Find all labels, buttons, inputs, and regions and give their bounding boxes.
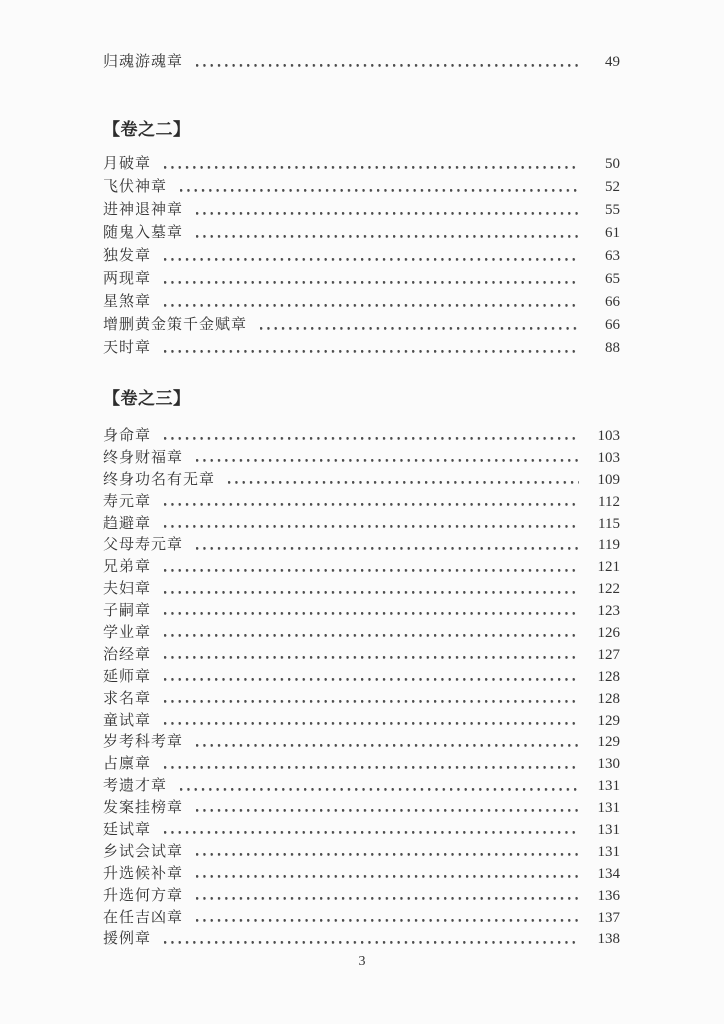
toc-entry	[103, 152, 620, 175]
toc-entry-page: 129	[597, 712, 620, 729]
toc-entry	[103, 862, 620, 884]
toc-section	[103, 388, 620, 949]
toc-entry-page: 131	[597, 843, 620, 860]
toc-entry-page: 121	[597, 559, 620, 576]
toc-entry-page: 137	[597, 909, 620, 926]
dot-leader	[196, 221, 579, 244]
toc-entry-title: 星煞章	[103, 294, 152, 310]
toc-entry-page: 66	[605, 294, 620, 310]
toc-entry-title: 援例章	[103, 931, 152, 948]
toc-entry-page: 134	[597, 865, 620, 882]
dot-leader	[164, 599, 579, 621]
page-number-footer: 3	[358, 954, 366, 969]
dot-leader	[196, 796, 579, 818]
dot-leader	[228, 468, 579, 490]
dot-leader	[164, 244, 579, 267]
toc-entry-title: 发案挂榜章	[103, 800, 184, 817]
toc-entry-title: 寿元章	[103, 493, 152, 510]
toc-entry-page: 61	[605, 225, 620, 241]
toc-entry-page: 55	[605, 202, 620, 218]
toc-entry-title: 延师章	[103, 668, 152, 685]
toc-entry-title: 天时章	[103, 340, 152, 356]
toc-entry-page: 131	[597, 778, 620, 795]
toc-entry-title: 岁考科考章	[103, 734, 184, 751]
toc-entry	[103, 643, 620, 665]
toc-entry-title: 升选候补章	[103, 865, 184, 882]
dot-leader	[164, 687, 579, 709]
toc-entry	[103, 490, 620, 512]
toc-entry	[103, 512, 620, 534]
toc-entry-title: 夫妇章	[103, 581, 152, 598]
toc-entry	[103, 752, 620, 774]
toc-entry-page: 131	[597, 822, 620, 839]
toc-entry	[103, 840, 620, 862]
toc-entry-title: 随鬼入墓章	[103, 225, 184, 241]
dot-leader	[196, 884, 579, 906]
toc-entry-page: 50	[605, 156, 620, 172]
dot-leader	[180, 175, 579, 198]
dot-leader	[164, 818, 579, 840]
dot-leader	[164, 709, 579, 731]
toc-entry	[103, 244, 620, 267]
toc-entry	[103, 884, 620, 906]
toc-entry-title: 在任吉凶章	[103, 909, 184, 926]
toc-entry-title: 童试章	[103, 712, 152, 729]
section-heading: 【卷之二】	[103, 120, 191, 139]
toc-entry	[103, 336, 620, 359]
dot-leader	[164, 290, 579, 313]
toc-entry-title: 考遗才章	[103, 778, 168, 795]
toc-entry-page: 128	[597, 668, 620, 685]
dot-leader	[196, 730, 579, 752]
toc-entry-title: 趋避章	[103, 515, 152, 532]
dot-leader	[180, 774, 579, 796]
toc-entry-page: 128	[597, 690, 620, 707]
dot-leader	[196, 50, 579, 73]
toc-entry	[103, 267, 620, 290]
section-heading: 【卷之三】	[103, 389, 191, 408]
toc-entry	[103, 796, 620, 818]
toc-entry	[103, 927, 620, 949]
toc-entry	[103, 50, 620, 73]
toc-entry-page: 103	[597, 449, 620, 466]
toc-entry	[103, 774, 620, 796]
toc-entry	[103, 533, 620, 555]
toc-entry-title: 两现章	[103, 271, 152, 287]
toc-entry	[103, 906, 620, 928]
toc-entry	[103, 665, 620, 687]
toc-entry	[103, 175, 620, 198]
toc-entry-title: 兄弟章	[103, 559, 152, 576]
toc-entry	[103, 313, 620, 336]
dot-leader	[164, 665, 579, 687]
toc-entry	[103, 687, 620, 709]
toc-entry-page: 115	[598, 515, 620, 532]
dot-leader	[260, 313, 579, 336]
toc-entry-title: 独发章	[103, 248, 152, 264]
dot-leader	[196, 862, 579, 884]
toc-entry-title: 飞伏神章	[103, 179, 168, 195]
toc-entry-title: 乡试会试章	[103, 843, 184, 860]
toc-entry	[103, 446, 620, 468]
toc-entry	[103, 818, 620, 840]
dot-leader	[164, 621, 579, 643]
dot-leader	[164, 490, 579, 512]
toc-entry-title: 增删黄金策千金赋章	[103, 317, 248, 333]
toc-entry-page: 52	[605, 179, 620, 195]
toc-entry-title: 进神退神章	[103, 202, 184, 218]
toc-entry-title: 子嗣章	[103, 603, 152, 620]
toc-entry-title: 占廪章	[103, 756, 152, 773]
toc-entry-page: 65	[605, 271, 620, 287]
toc-entry-page: 88	[605, 340, 620, 356]
toc-entry-title: 廷试章	[103, 822, 152, 839]
toc-entry-page: 131	[597, 800, 620, 817]
toc-section	[103, 50, 620, 73]
toc-entry	[103, 730, 620, 752]
toc-entry-page: 103	[597, 428, 620, 444]
toc-entry	[103, 599, 620, 621]
toc-content	[103, 0, 620, 949]
dot-leader	[196, 906, 579, 928]
toc-entry-page: 126	[597, 625, 620, 642]
toc-entry-title: 身命章	[103, 428, 152, 444]
dot-leader	[196, 533, 579, 555]
toc-entry	[103, 621, 620, 643]
dot-leader	[164, 512, 579, 534]
toc-entry-page: 112	[598, 493, 620, 510]
toc-entry-title: 终身财福章	[103, 449, 184, 466]
dot-leader	[164, 555, 579, 577]
dot-leader	[164, 424, 579, 446]
dot-leader	[196, 446, 579, 468]
toc-entry-page: 138	[597, 931, 620, 948]
dot-leader	[164, 336, 579, 359]
toc-entry-title: 求名章	[103, 690, 152, 707]
toc-entry-page: 66	[605, 317, 620, 333]
toc-entry	[103, 424, 620, 446]
toc-entry	[103, 221, 620, 244]
toc-entry-title: 归魂游魂章	[103, 54, 184, 70]
toc-entry	[103, 577, 620, 599]
dot-leader	[164, 752, 579, 774]
toc-entry	[103, 709, 620, 731]
dot-leader	[164, 643, 579, 665]
toc-entry-title: 月破章	[103, 156, 152, 172]
dot-leader	[164, 267, 579, 290]
toc-entry-page: 49	[605, 54, 620, 70]
toc-entry-page: 130	[597, 756, 620, 773]
toc-entry-page: 136	[597, 887, 620, 904]
toc-entry	[103, 468, 620, 490]
toc-entry-page: 119	[598, 537, 620, 554]
dot-leader	[164, 927, 579, 949]
toc-entry-title: 学业章	[103, 625, 152, 642]
toc-entry-title: 父母寿元章	[103, 537, 184, 554]
dot-leader	[164, 577, 579, 599]
dot-leader	[164, 152, 579, 175]
toc-entry-page: 129	[597, 734, 620, 751]
toc-entry-page: 123	[597, 603, 620, 620]
toc-entry-page: 127	[597, 646, 620, 663]
toc-entry-page: 122	[597, 581, 620, 598]
dot-leader	[196, 840, 579, 862]
dot-leader	[196, 198, 579, 221]
toc-entry	[103, 198, 620, 221]
toc-entry-title: 升选何方章	[103, 887, 184, 904]
toc-entry-page: 63	[605, 248, 620, 264]
toc-entry-page: 109	[597, 471, 620, 488]
toc-entry	[103, 555, 620, 577]
toc-entry-title: 终身功名有无章	[103, 471, 216, 488]
toc-entry	[103, 290, 620, 313]
toc-entry-title: 治经章	[103, 646, 152, 663]
toc-section	[103, 119, 620, 359]
